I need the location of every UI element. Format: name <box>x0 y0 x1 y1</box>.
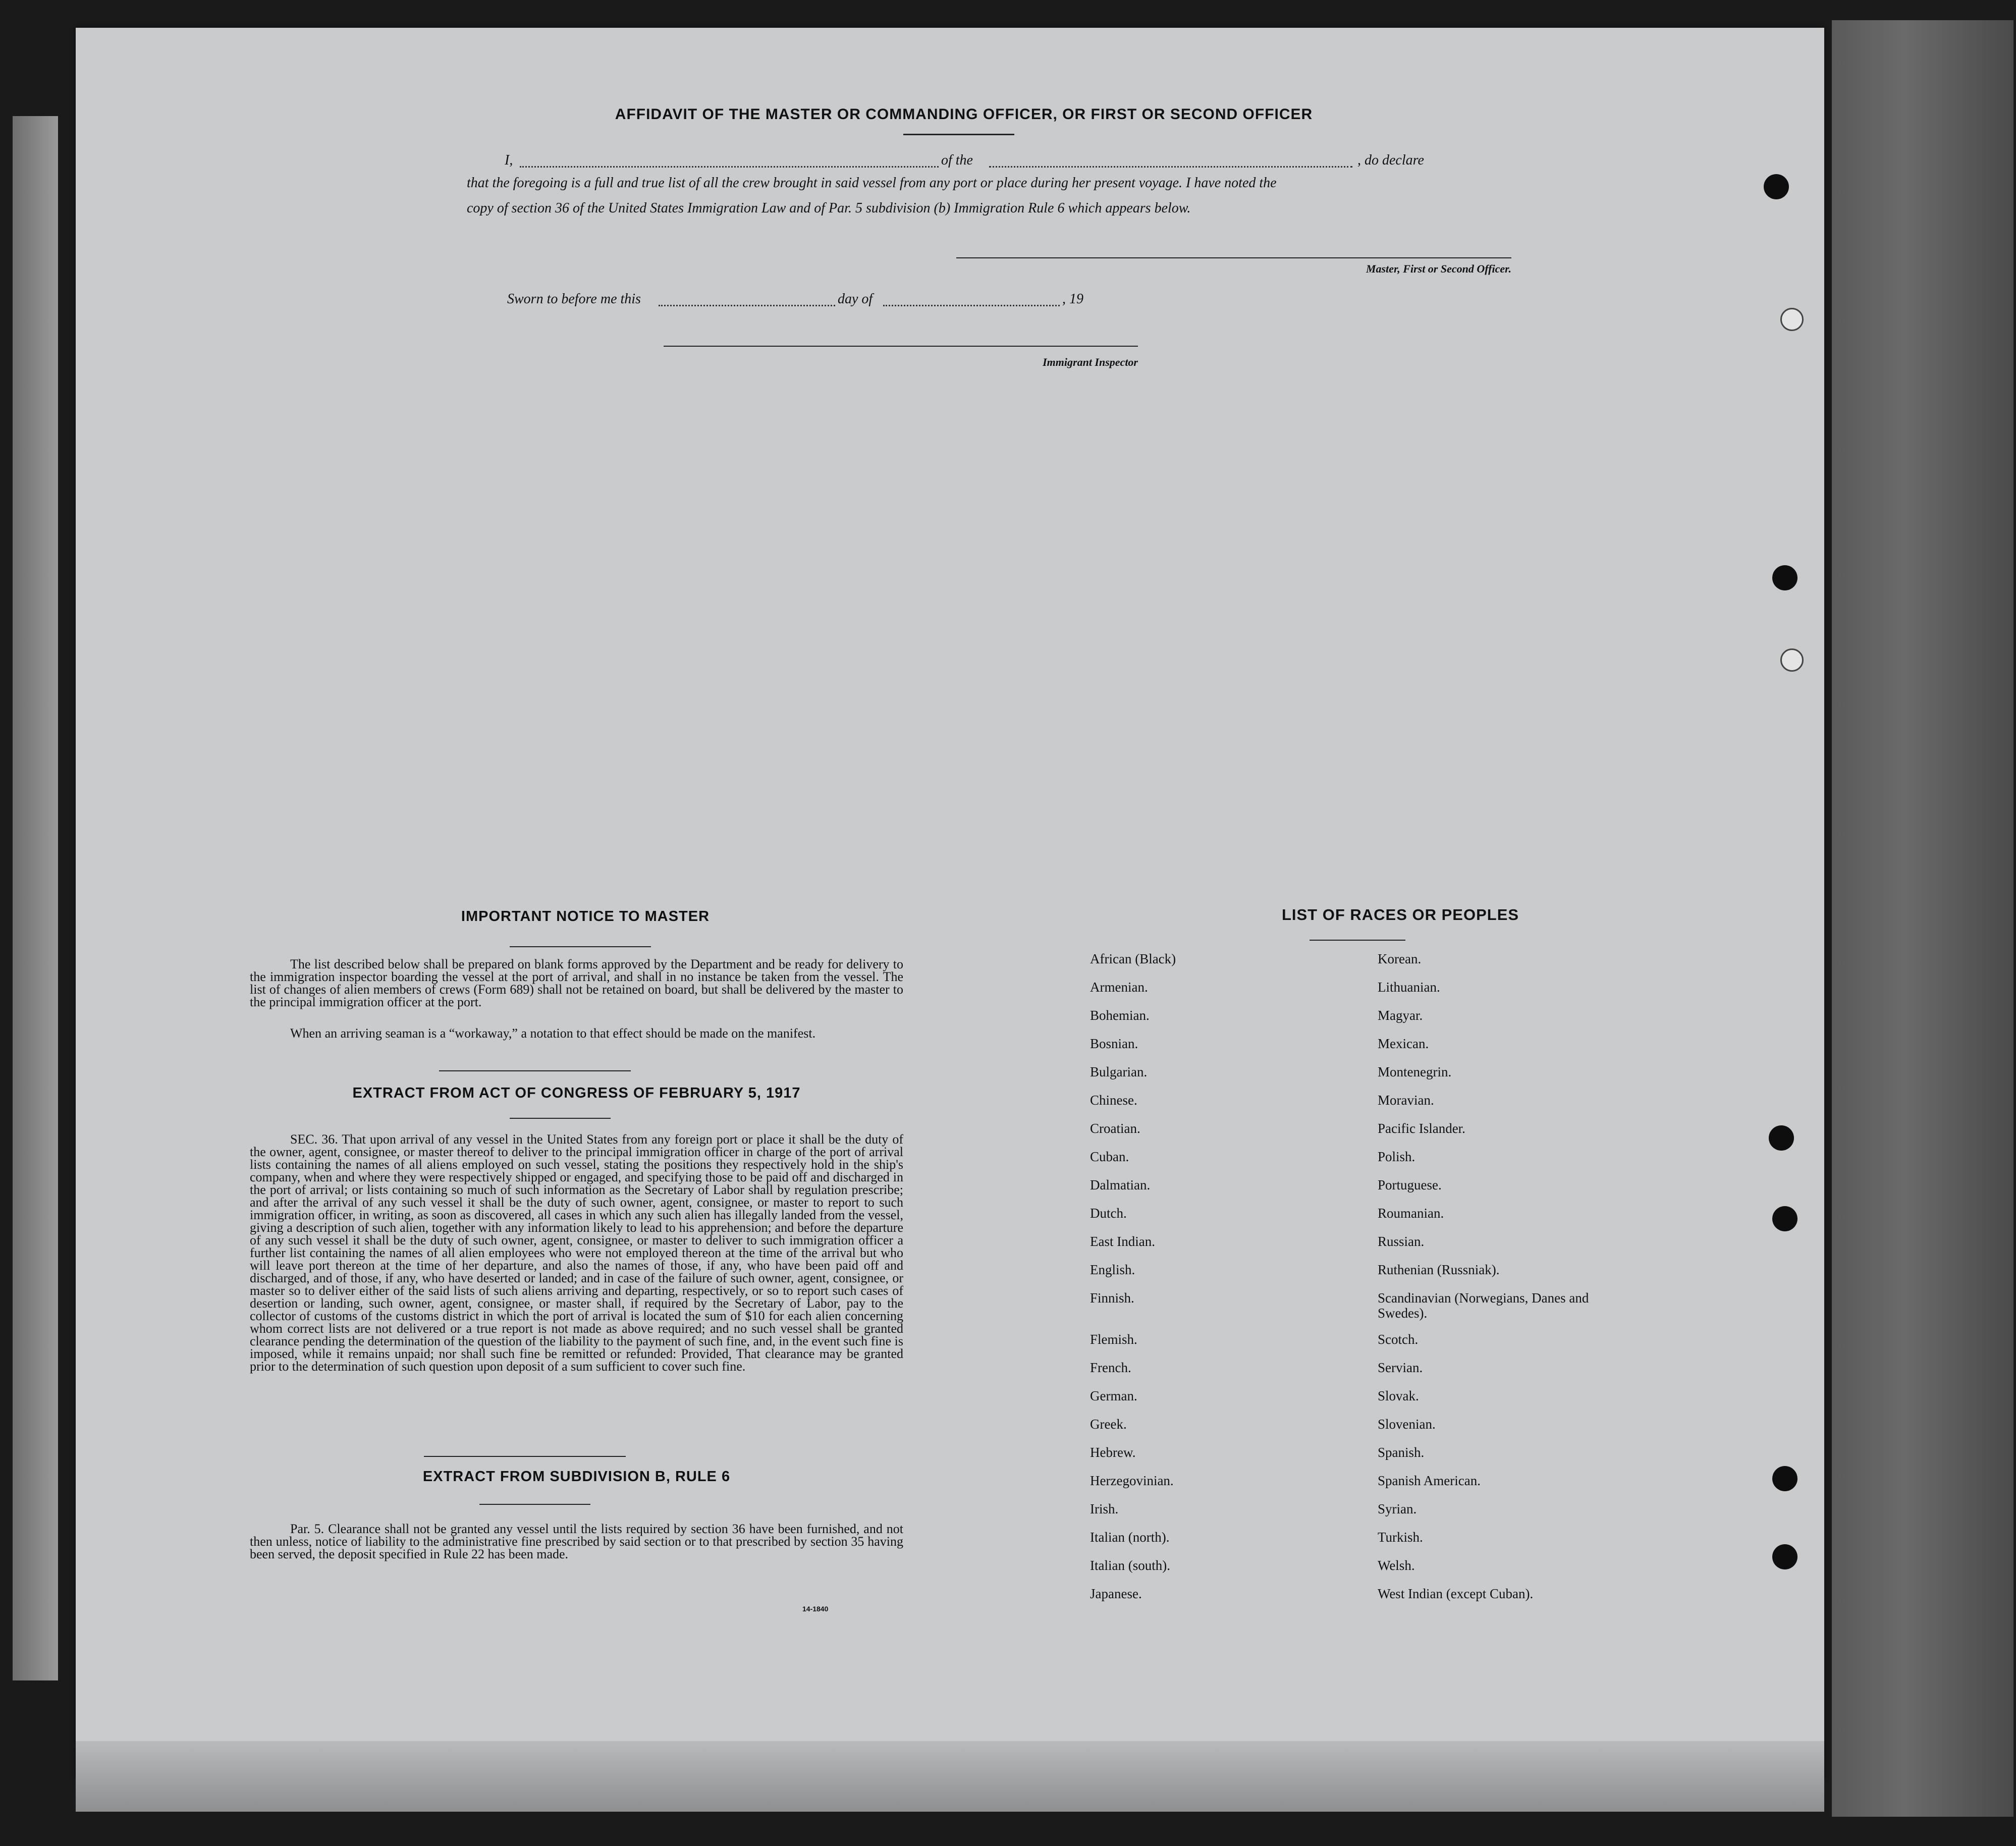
affidavit-vessel-field[interactable] <box>989 166 1352 168</box>
inspector-label: Immigrant Inspector <box>1043 356 1138 368</box>
race-item: Korean. <box>1378 951 1422 966</box>
affidavit-line-3: copy of section 36 of the United States Immigration Law and of Par. 5 subdivision (b) Immigration Rule 6 which appears below. <box>467 200 1191 216</box>
race-item: Lithuanian. <box>1378 980 1440 995</box>
punch-hole <box>1772 1544 1797 1569</box>
extract-rule-text: Par. 5. Clearance shall not be granted any vessel until the lists required by section 36 have been furnished, and not then unless, notice of liability to the administrative fine prescribed by said section or to that prescribed by section 35 having been served, the deposit specified in Rule 22 has been made. <box>250 1522 903 1561</box>
race-item: Japanese. <box>1090 1586 1142 1601</box>
race-item: Roumanian. <box>1378 1206 1444 1221</box>
race-item: Slovak. <box>1378 1388 1419 1403</box>
race-item: Syrian. <box>1378 1501 1417 1516</box>
background-strip-right <box>1832 20 2013 1817</box>
punch-hole <box>1772 565 1797 590</box>
race-item: Herzegovinian. <box>1090 1473 1174 1488</box>
race-item: Finnish. <box>1090 1290 1134 1306</box>
race-item: Greek. <box>1090 1417 1127 1432</box>
race-item: Bulgarian. <box>1090 1064 1148 1079</box>
extract-rule-title: EXTRACT FROM SUBDIVISION B, RULE 6 <box>422 1469 731 1485</box>
race-item: Portuguese. <box>1378 1177 1442 1192</box>
race-item: Italian (north). <box>1090 1530 1170 1545</box>
race-item: Polish. <box>1378 1149 1415 1164</box>
sworn-year: , 19 <box>1062 291 1083 307</box>
race-item: Pacific Islander. <box>1378 1121 1465 1136</box>
affidavit-title-rule <box>903 134 1014 135</box>
background-strip-left <box>13 116 58 1680</box>
race-item: Spanish. <box>1378 1445 1425 1460</box>
affidavit-line-1 <box>505 154 1509 170</box>
extract-act-end-rule <box>424 1456 626 1457</box>
races-title: LIST OF RACES OR PEOPLES <box>1281 906 1519 924</box>
affidavit-of-the: of the <box>941 152 973 168</box>
race-item: Bosnian. <box>1090 1036 1138 1051</box>
race-item: Hebrew. <box>1090 1445 1136 1460</box>
race-item: Montenegrin. <box>1378 1064 1452 1079</box>
race-item: French. <box>1090 1360 1131 1375</box>
sworn-day-of: day of <box>838 291 873 307</box>
race-item: Russian. <box>1378 1234 1425 1249</box>
race-item: Dalmatian. <box>1090 1177 1151 1192</box>
race-item: German. <box>1090 1388 1137 1403</box>
sworn-day-field[interactable] <box>659 305 835 306</box>
race-item: English. <box>1090 1262 1135 1277</box>
sworn-month-field[interactable] <box>883 305 1060 306</box>
races-title-rule <box>1310 940 1405 941</box>
punch-hole <box>1772 1206 1797 1231</box>
race-item: Italian (south). <box>1090 1558 1170 1573</box>
extract-act-title-rule <box>510 1118 611 1119</box>
affidavit-i: I, <box>505 152 513 168</box>
notice-title-rule <box>510 946 651 947</box>
extract-act-text: SEC. 36. That upon arrival of any vessel in the United States from any foreign port or place it shall be the duty of the owner, agent, consignee, or master thereof to deliver to the principal immigration officer in charge of the port of arrival lists containing the names of all aliens employed on such vessel, stating the positions they respectively hold in the ship's company, when and where they were respectively shipped or engaged, and specifying those to be paid off and discharged in the port of arrival; or lists containing so much of such information as the Secretary of Labor shall by regulation prescribe; and after the arrival of any such vessel it shall be the duty of such owner, agent, consignee, or master to report to such immigration officer, in writing, as soon as discovered, all cases in which any such alien has illegally landed from the vessel, giving a description of such alien, together with any information likely to lead to his apprehension; and before the departure of any such vessel it shall be the duty of such owner, agent, consignee, or master to deliver to such immigration officer a further list containing the names of all alien employees who were not employed thereon at the time of the arrival but who will leave port thereon at the time of her departure, and also the names of those, if any, who have been paid off and discharged, and of those, if any, who have deserted or landed; and in case of the failure of such owner, agent, consignee, or master so to deliver either of the said lists of such aliens arriving and departing, respectively, or so to report such cases of desertion or landing, such owner, agent, consignee, or master shall, if required by the Secretary of Labor, pay to the collector of customs of the customs district in which the port of arrival is located the sum of $10 for each alien concerning whom correct lists are not delivered or a true report is not made as above required; and no such vessel shall be granted clearance pending the determination of the question of the liability to the payment of such fine, and, in the event such fine is imposed, while it remains unpaid; nor shall such fine be remitted or refunded: Provided, That clearance may be granted prior to the determination of such question upon deposit of a sum sufficient to cover such fine. <box>250 1132 903 1374</box>
punch-hole <box>1769 1125 1794 1151</box>
affidavit-line-2: that the foregoing is a full and true list of all the crew brought in said vessel from any port or place during her present voyage. I have noted the <box>467 175 1277 191</box>
affidavit-title: AFFIDAVIT OF THE MASTER OR COMMANDING OFFICER, OR FIRST OR SECOND OFFICER <box>615 106 1313 123</box>
notice-paragraph-2: When an arriving seaman is a “workaway,” a notation to that effect should be made on the manifest. <box>290 1026 816 1041</box>
race-item: Moravian. <box>1378 1093 1434 1108</box>
race-item: Servian. <box>1378 1360 1423 1375</box>
race-item: Slovenian. <box>1378 1417 1436 1432</box>
extract-rule-title-rule <box>479 1504 590 1505</box>
notice-paragraph-1: The list described below shall be prepared on blank forms approved by the Department and be ready for delivery to the immigration inspector boarding the vessel at the port of arrival, and shall in no instance be taken from the vessel. The list of changes of alien members of crews (Form 689) shall not be retained on board, but shall be delivered by the master to the principal immigration officer at the port. <box>250 957 903 1009</box>
race-item: Scandinavian (Norwegians, Danes and Swedes). <box>1378 1290 1589 1321</box>
punch-hole <box>1780 648 1804 672</box>
race-item: Armenian. <box>1090 980 1148 995</box>
race-item: Irish. <box>1090 1501 1119 1516</box>
race-item: Cuban. <box>1090 1149 1129 1164</box>
race-item: Spanish American. <box>1378 1473 1481 1488</box>
race-item: Magyar. <box>1378 1008 1423 1023</box>
inspector-signature-line[interactable] <box>664 346 1138 347</box>
race-item: Chinese. <box>1090 1093 1137 1108</box>
punch-hole <box>1772 1466 1797 1491</box>
document-page <box>76 28 1824 1779</box>
extract-act-title: EXTRACT FROM ACT OF CONGRESS OF FEBRUARY 5, 1917 <box>352 1085 801 1101</box>
punch-hole <box>1780 308 1804 331</box>
race-item: Ruthenian (Russniak). <box>1378 1262 1500 1277</box>
sworn-line <box>507 293 1163 309</box>
master-signature-label: Master, First or Second Officer. <box>1366 262 1511 275</box>
race-item: West Indian (except Cuban). <box>1378 1586 1534 1601</box>
notice-separator-rule <box>439 1070 631 1071</box>
race-item: Turkish. <box>1378 1530 1423 1545</box>
race-item: Welsh. <box>1378 1558 1415 1573</box>
punch-hole <box>1764 174 1789 199</box>
form-number: 14-1840 <box>802 1605 829 1613</box>
race-item: Croatian. <box>1090 1121 1140 1136</box>
race-item: African (Black) <box>1090 951 1176 966</box>
race-item: Flemish. <box>1090 1332 1137 1347</box>
affidavit-name-field[interactable] <box>520 166 939 168</box>
race-item: Dutch. <box>1090 1206 1127 1221</box>
page-bottom-edge <box>76 1741 1824 1812</box>
race-item: Bohemian. <box>1090 1008 1150 1023</box>
sworn-prefix: Sworn to before me this <box>507 291 641 307</box>
race-item: East Indian. <box>1090 1234 1155 1249</box>
affidavit-do-declare: , do declare <box>1357 152 1424 168</box>
master-signature-line[interactable] <box>956 257 1511 258</box>
race-item: Mexican. <box>1378 1036 1429 1051</box>
notice-title: IMPORTANT NOTICE TO MASTER <box>461 908 710 925</box>
race-item: Scotch. <box>1378 1332 1419 1347</box>
